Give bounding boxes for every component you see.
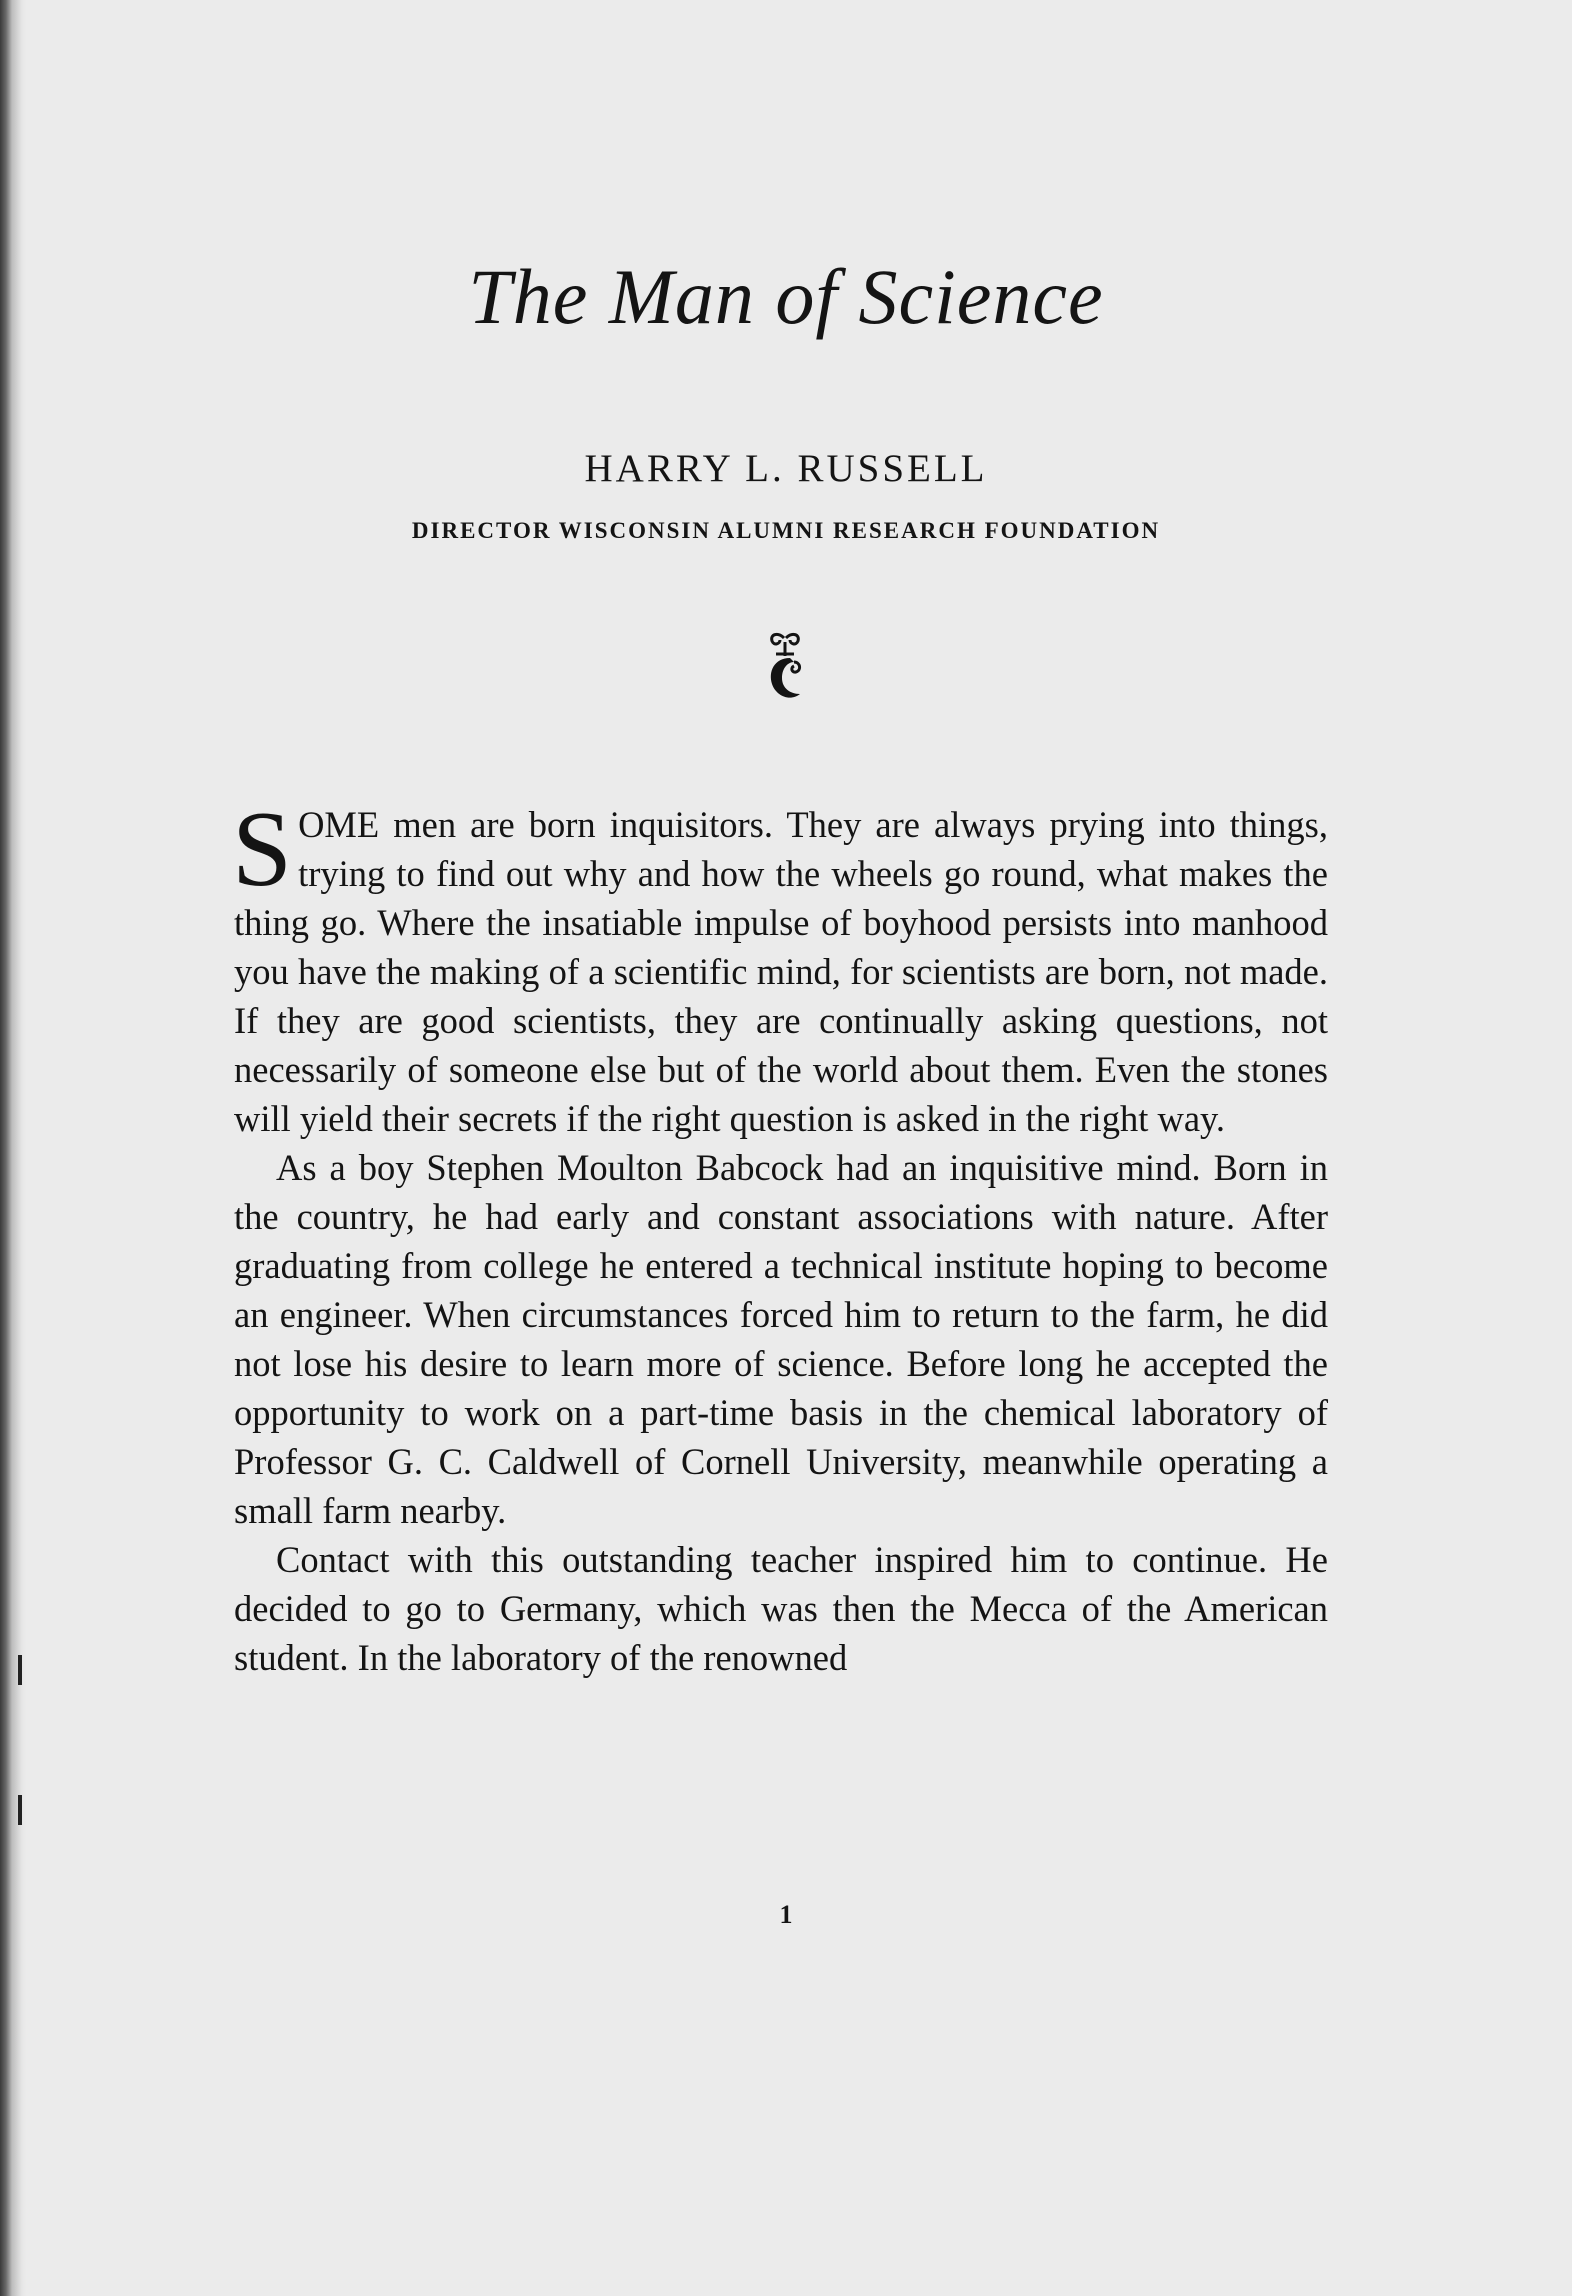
paragraph-1-text: OME men are born inquisitors. They are always prying into things, trying to find out why and how the wheels go round, what makes the thing go. Where the insatiable impulse of boyhood persists into manhood you have the making of a scientific mind, for scientists are born, not made. If they are good scientists, they are continually asking questions, not necessarily of someone else but of the world about them. Even the stones will yield their secrets if the right question is asked in the right way.: [234, 804, 1328, 1139]
paragraph-2: As a boy Stephen Moulton Babcock had an inquisitive mind. Born in the country, he had early and constant associations with nature. After graduating from college he entered a technical institute hoping to become an engineer. When circumstances forced him to return to the farm, he did not lose his desire to learn more of science. Before long he accepted the opportunity to work on a part-time basis in the chemical laboratory of Professor G. C. Caldwell of Cornell University, meanwhile operating a small farm nearby.: [234, 1147, 1328, 1531]
paragraph-3: Contact with this outstanding teacher inspired him to continue. He decided to go to Germany, which was then the Mecca of the American student. In the laboratory of the renowned: [234, 1539, 1328, 1678]
page-number: 1: [779, 1900, 793, 1929]
fleuron-icon: [760, 632, 810, 706]
paragraph-1: [232, 790, 1328, 1143]
author-name: HARRY L. RUSSELL: [584, 447, 988, 490]
edge-mark: [18, 1655, 22, 1685]
article-body: [232, 790, 1328, 1682]
page-title: The Man of Science: [468, 253, 1104, 340]
drop-cap: S: [232, 790, 293, 909]
scanned-page-edge: [0, 0, 26, 2296]
edge-mark: [18, 1795, 22, 1825]
author-affiliation: DIRECTOR WISCONSIN ALUMNI RESEARCH FOUNDATION: [411, 518, 1161, 543]
